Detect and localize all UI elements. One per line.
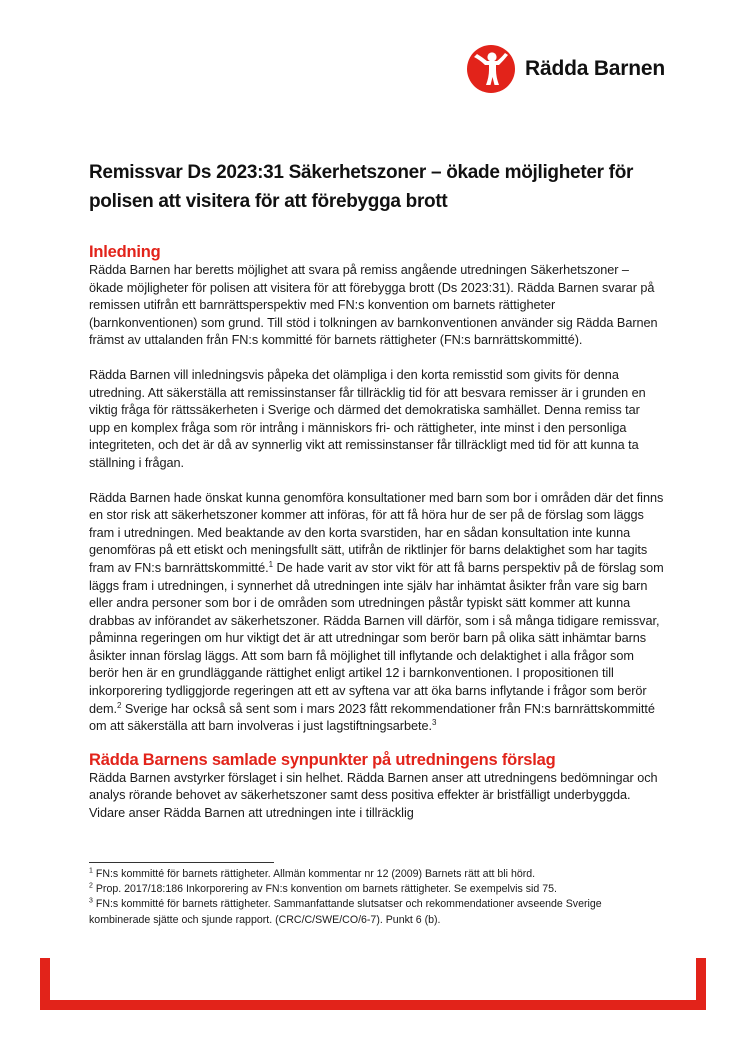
footnote: [89, 882, 664, 897]
footnote-text: Prop. 2017/18:186 Inkorporering av FN:s konvention om barnets rättigheter. Se exempelvis sid 75.: [92, 883, 557, 896]
footnote-number: 2: [89, 882, 93, 890]
footnote: [89, 897, 664, 927]
section-heading-inledning: Inledning: [89, 243, 161, 261]
paragraph-text: Rädda Barnen hade önskat kunna genomföra konsultationer med barn som bor i områden där det finns en stor risk att säkerhetszoner kommer att införas, för att få höra hur de ser på de förslag som läggs fram i utredningen. Med beaktande av den korta svarstiden, har en sådan konsultation inte kunna genomföras på ett etiskt och meningsfullt sätt, utifrån de riktlinjer för barns delaktighet som har tagits fram av FN:s barnrättskommitté.: [89, 490, 664, 575]
section-heading-synpunkter: Rädda Barnens samlade synpunkter på utredningens förslag: [89, 750, 556, 769]
footnote-ref[interactable]: 3: [431, 718, 437, 728]
paragraph-text: De hade varit av stor vikt för att få barns perspektiv på de förslag som läggs fram i utredningen, i synnerhet då utredningen inte själv har inhämtat åsikter från vare sig barn eller andra personer som bor i de områden som utredningen påstår typiskt sätt kommer att kunna drabbas av införandet av säkerhetszoner. Rädda Barnen vill därför, som i så många tidigare remissvar, påminna regeringen om hur viktigt det är att utredningar som berör barn på olika sätt inhämtar barns åsikter innan förslag läggs. Att som barn få möjlighet till inflytande och delaktighet i alla frågor som berör hen är en grundläggande rättighet enligt artikel 12 i barnkonventionen. I propositionen till inkorporering tydliggjorde regeringen att ett av syftena var att öka barns inflytande i frågor som berör dem.: [89, 560, 664, 716]
footnote-number: 1: [89, 867, 93, 875]
footnote-ref[interactable]: 2: [117, 700, 122, 710]
decorative-bottom-frame: [40, 958, 706, 1010]
paragraph: [89, 490, 664, 736]
document-title: Remissvar Ds 2023:31 Säkerhetszoner – ökade möjligheter för polisen att visitera för att förebygga brott: [89, 162, 634, 212]
footnote-text: FN:s kommitté för barnets rättigheter. Allmän kommentar nr 12 (2009) Barnets rätt att bli hörd.: [92, 868, 536, 880]
paragraph-text: Sverige har också så sent som i mars 2023 fått rekommendationer från FN:s barnrättskommitté om att säkerställa att barn involveras i just lagstiftningsarbete.: [89, 701, 655, 734]
footnote-text: FN:s kommitté för barnets rättigheter. Sammanfattande slutsatser och rekommendationer avseende Sverige kombinerade sjätte och sjunde rapport. (CRC/C/SWE/CO/6-7). Punkt 6 (b).: [89, 898, 602, 926]
footnote: [89, 867, 664, 882]
child-with-raised-arms-icon: [466, 44, 516, 94]
brand-name: Rädda Barnen: [525, 57, 665, 80]
footnote-divider: [89, 862, 274, 863]
footnotes: [89, 867, 664, 928]
footnote-ref[interactable]: 1: [268, 559, 274, 569]
paragraph: Rädda Barnen avstyrker förslaget i sin helhet. Rädda Barnen anser att utredningens bedömningar och analys rörande behovet av säkerhetszoner samt dess positiva effekter är bristfälligt underbyggda. Vidare anser Rädda Barnen att utredningen inte i tillräcklig: [89, 770, 658, 821]
document-body: [89, 158, 664, 823]
brand-logo: [466, 44, 665, 94]
paragraph: Rädda Barnen har beretts möjlighet att svara på remiss angående utredningen Säkerhetszoner – ökade möjligheter för polisen att visitera för att förebygga brott (Ds 2023:31). Rädda Barnen svarar på remissen utifrån ett barnrättsperspektiv med FN:s konvention om barnets rättigheter (barnkonventionen) som grund. Till stöd i tolkningen av barnkonventionen använder sig Rädda Barnen främst av uttalanden från FN:s kommitté för barnets rättigheter (FN:s barnrättskommitté).: [89, 263, 658, 348]
paragraph: Rädda Barnen vill inledningsvis påpeka det olämpliga i den korta remisstid som givits för denna utredning. Att säkerställa att remissinstanser får tillräcklig tid för att besvara remisser är i grunden en viktig fråga för rättssäkerheten i Sverige och därmed det demokratiska samhället. Denna remiss tar upp en komplex fråga som rör intrång i människors fri- och rättigheter, inte minst i den personliga integriteten, och det är då av synnerlig vikt att remissinstanser får tillräckligt med tid för att kunna ta ställning i frågan.: [89, 367, 646, 470]
footnote-number: 3: [89, 897, 93, 905]
